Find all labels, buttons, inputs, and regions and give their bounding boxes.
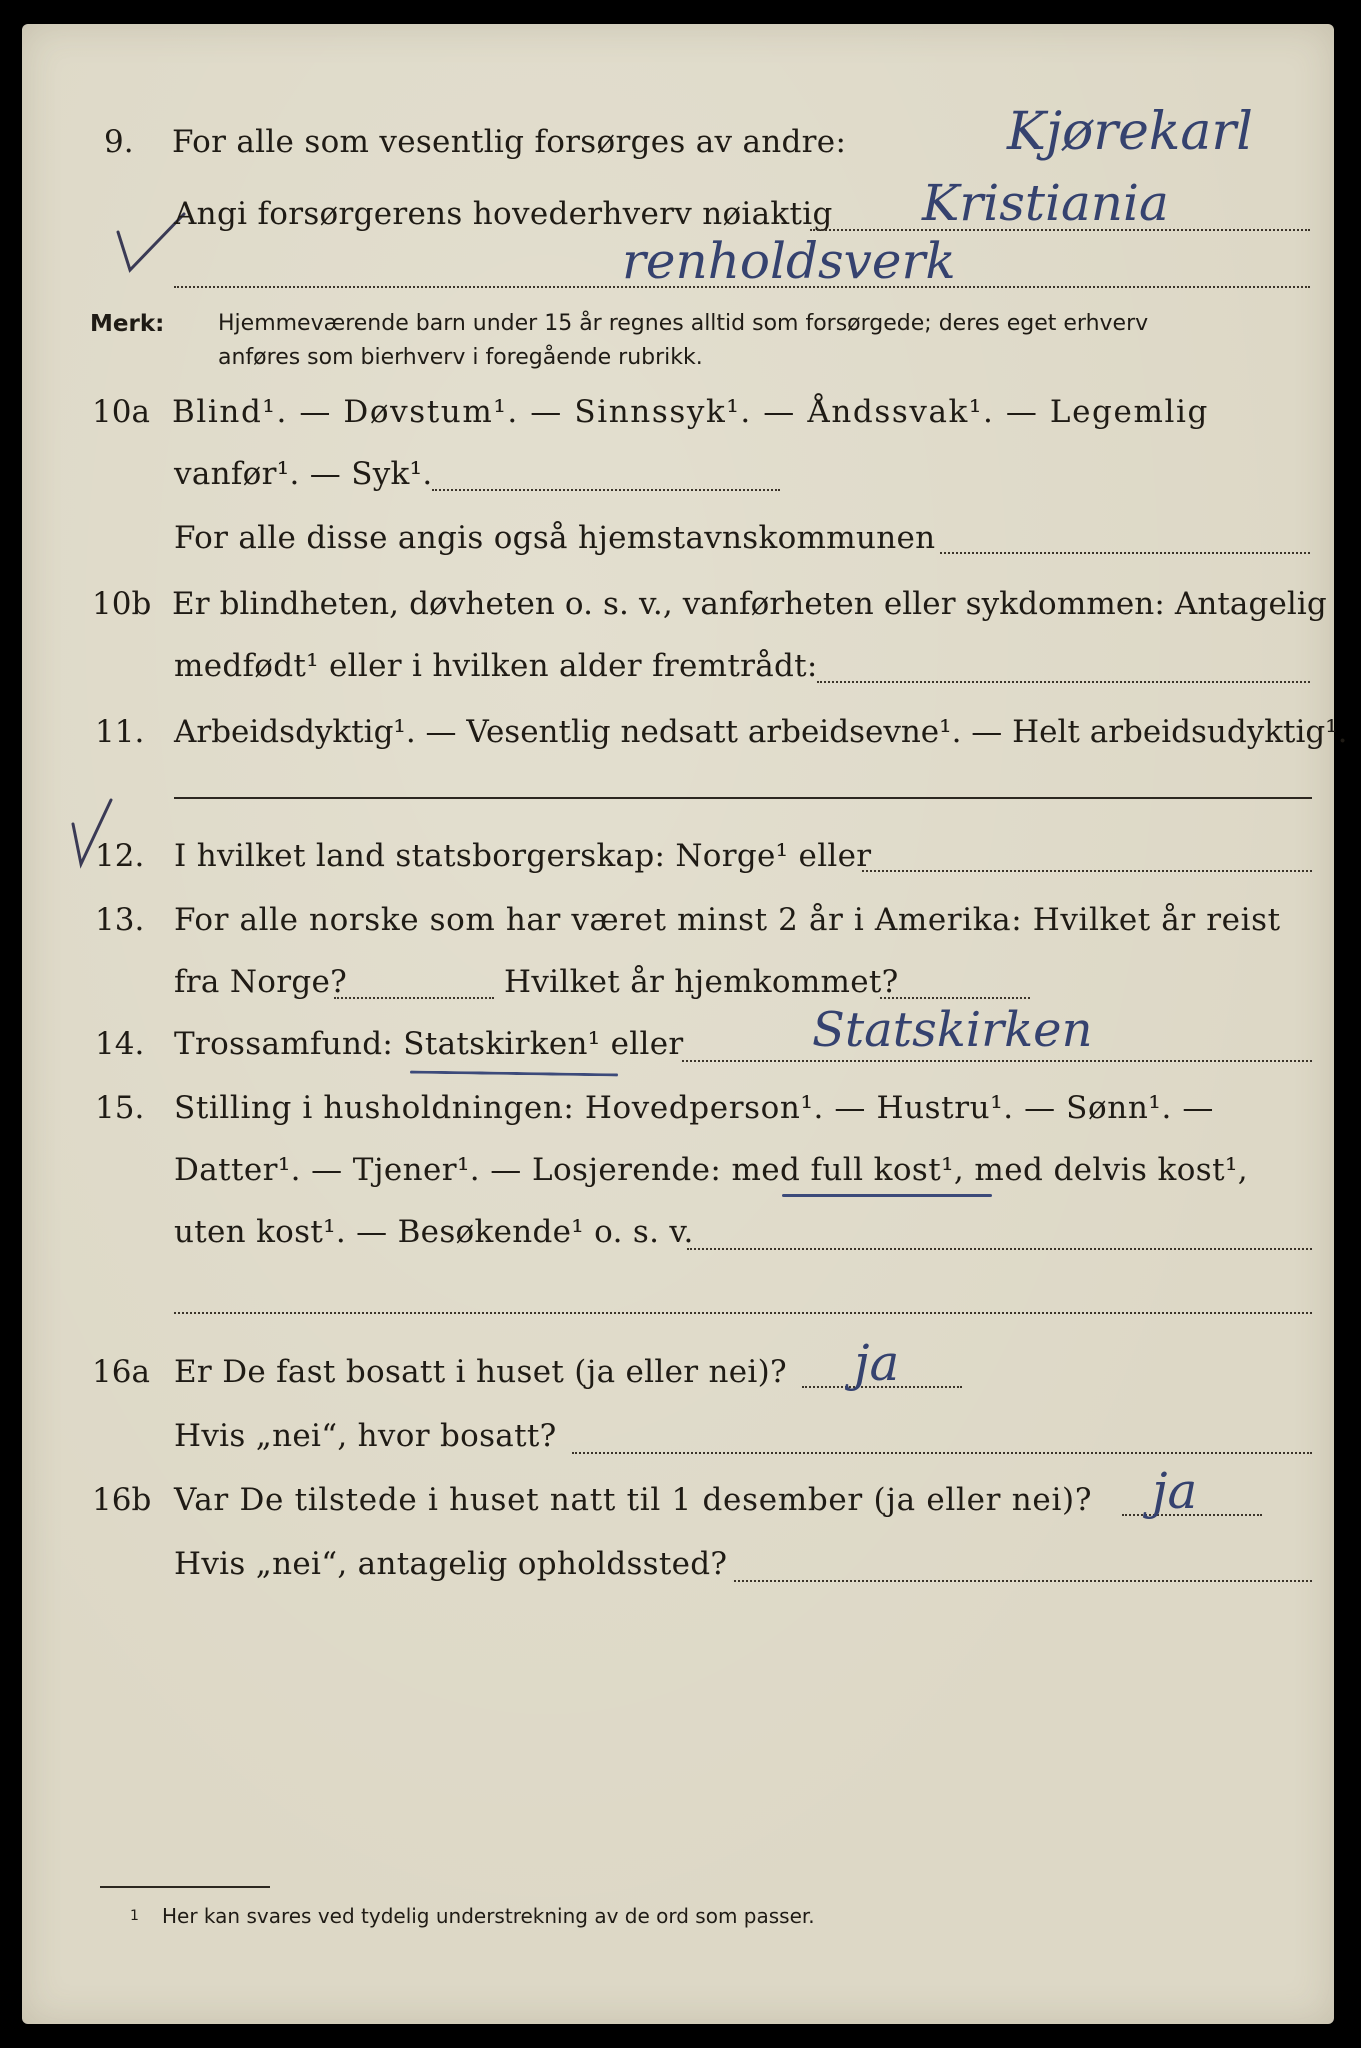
footnote-rule (100, 1886, 270, 1888)
q10a-line3: For alle disse angis også hjemstavnskommunen (174, 520, 936, 556)
q9-number: 9. (104, 124, 134, 160)
q16b-line1: Var De tilstede i huset natt til 1 desember (ja eller nei)? (174, 1482, 1093, 1518)
q10a-answer-line (432, 489, 780, 491)
footnote-mark: 1 (130, 1908, 139, 1924)
q10b-answer-line (817, 681, 1310, 683)
q13-departure-line (334, 997, 494, 999)
q9-handwriting-occupation[interactable]: Kjørekarl (1007, 102, 1253, 162)
q11-number: 11. (95, 714, 145, 750)
q16a-line1: Er De fast bosatt i huset (ja eller nei)? (174, 1354, 787, 1390)
q13-line1: For alle norske som har været minst 2 år i Amerika: Hvilket år reist (174, 902, 1281, 938)
q14-underline-mark (410, 1071, 618, 1077)
q13-line2b: Hvilket år hjemkommet? (504, 964, 899, 1000)
q10b-line1: Er blindheten, døvheten o. s. v., vanførheten eller sykdommen: Antagelig (172, 586, 1327, 622)
q10a-line2: vanfør¹. — Syk¹. (174, 456, 433, 492)
q9-line2: Angi forsørgerens hovederhverv nøiaktig (174, 196, 833, 232)
q10a-number: 10a (92, 394, 150, 430)
q10b-number: 10b (92, 586, 152, 622)
q14-number: 14. (95, 1026, 145, 1062)
q15-answer-line-1 (687, 1248, 1312, 1250)
q14-handwriting[interactable]: Statskirken (812, 1002, 1093, 1058)
q10a-line1: Blind¹. — Døvstum¹. — Sinnssyk¹. — Åndssvak¹. — Legemlig (172, 394, 1209, 430)
q12-line1: I hvilket land statsborgerskap: Norge¹ eller (174, 838, 872, 874)
q9-handwriting-industry[interactable]: renholdsverk (622, 232, 956, 290)
q16b-number: 16b (92, 1482, 152, 1518)
q11-answer-line (174, 797, 1312, 799)
q16a-number: 16a (92, 1354, 150, 1390)
q15-line2: Datter¹. — Tjener¹. — Losjerende: med full kost¹, med delvis kost¹, (174, 1152, 1249, 1188)
merk-line2: anføres som bierhverv i foregående rubrikk. (218, 345, 703, 370)
q12-answer-line (862, 870, 1312, 872)
q14-answer-line (682, 1060, 1312, 1062)
q15-number: 15. (95, 1090, 145, 1126)
q16a-line2: Hvis „nei“, hvor bosatt? (174, 1418, 557, 1454)
q10a-hometown-line (940, 552, 1310, 554)
q16b-line2: Hvis „nei“, antagelig opholdssted? (174, 1546, 728, 1582)
q11-line1: Arbeidsdyktig¹. — Vesentlig nedsatt arbeidsevne¹. — Helt arbeidsudyktig¹. (174, 714, 1348, 750)
merk-label: Merk: (90, 311, 165, 337)
q16b-handwriting[interactable]: ja (1152, 1462, 1198, 1520)
q15-answer-line-2 (174, 1312, 1312, 1314)
q14-line1: Trossamfund: Statskirken¹ eller (174, 1026, 684, 1062)
q15-line3: uten kost¹. — Besøkende¹ o. s. v. (174, 1214, 694, 1250)
q15-underline-mark (782, 1194, 992, 1197)
q16a-residence-line (572, 1452, 1312, 1454)
q10b-line2: medfødt¹ eller i hvilken alder fremtrådt: (174, 648, 818, 684)
q13-return-line (880, 997, 1030, 999)
q13-line2: fra Norge? (174, 964, 348, 1000)
census-form-page (22, 24, 1348, 2024)
q13-number: 13. (95, 902, 145, 938)
footnote-text: Her kan svares ved tydelig understrekning av de ord som passer. (162, 1904, 815, 1928)
q16a-handwriting[interactable]: ja (854, 1334, 900, 1392)
q9-line1: For alle som vesentlig forsørges av andre: (172, 124, 847, 160)
q9-handwriting-place[interactable]: Kristiania (922, 174, 1169, 232)
q16b-location-line (734, 1580, 1312, 1582)
merk-line1: Hjemmeværende barn under 15 år regnes alltid som forsørgede; deres eget erhverv (218, 311, 1149, 336)
q15-line1: Stilling i husholdningen: Hovedperson¹. — Hustru¹. — Sønn¹. — (174, 1090, 1214, 1126)
q12-number: 12. (95, 838, 145, 874)
